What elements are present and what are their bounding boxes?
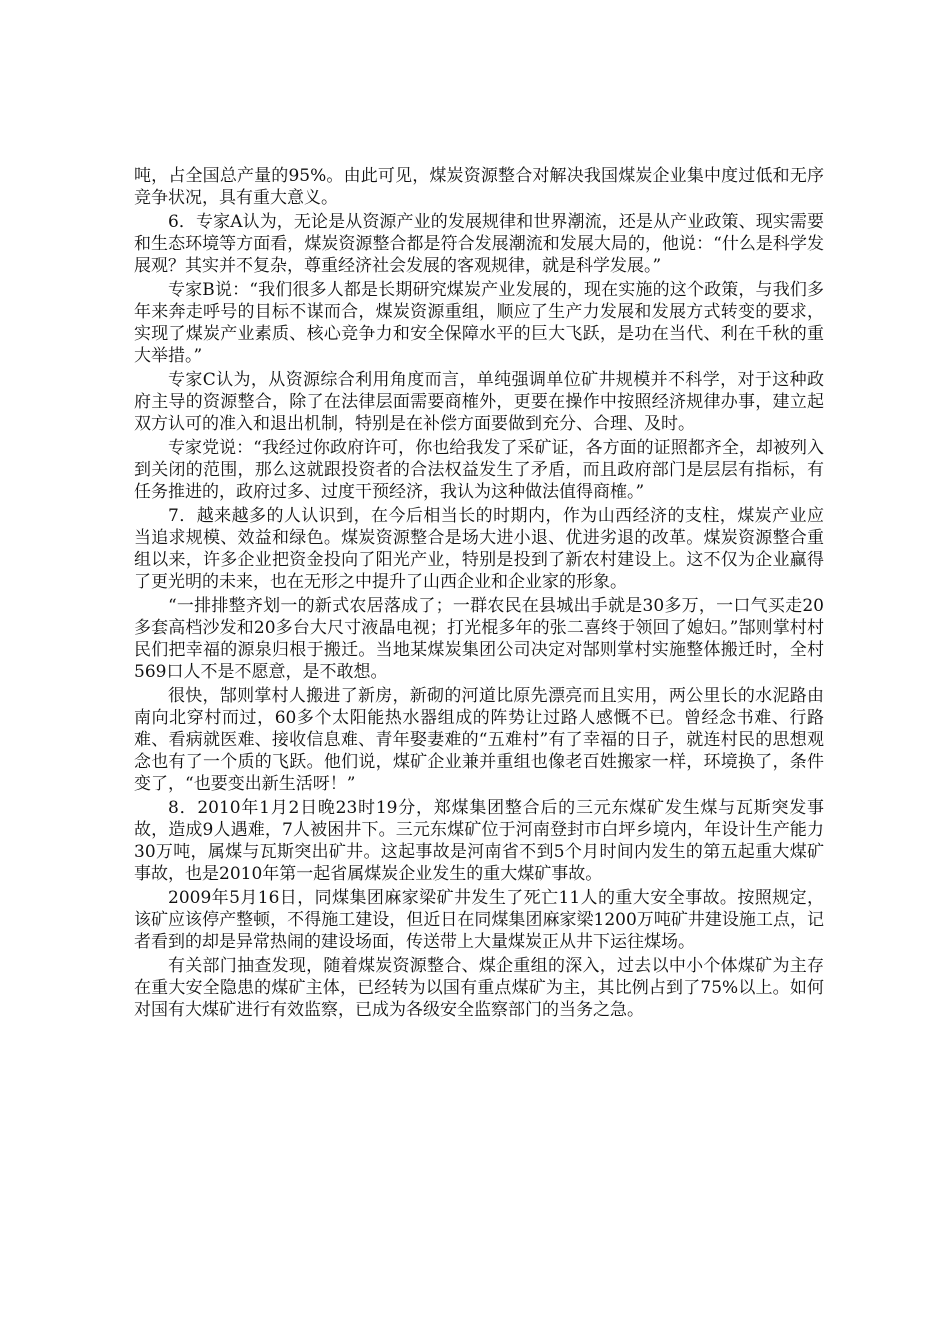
paragraph-supervision: 有关部门抽查发现，随着煤炭资源整合、煤企重组的深入，过去以中小个体煤矿为主存在重大安全隐患的煤矿主体，已经转为以国有重点煤矿为主，其比例占到了75%以上。如何对国有大煤矿进行有效监察，已成为各级安全监察部门的当务之急。 (134, 956, 824, 1020)
paragraph-new-village: 很快，郜则掌村人搬进了新房，新砌的河道比原先漂亮而且实用，两公里长的水泥路由南向北穿村而过，60多个太阳能热水器组成的阵势让过路人感慨不已。曾经念书难、行路难、看病就医难、接收信息难、青年娶妻难的“五难村”有了幸福的日子，就连村民的思想观念也有了一个质的飞跃。他们说，煤矿企业兼并重组也像老百姓搬家一样，环境换了，条件变了，“也要变出新生活呀！” (134, 686, 824, 794)
paragraph-expert-b: 专家B说：“我们很多人都是长期研究煤炭产业发展的，现在实施的这个政策，与我们多年来奔走呼号的目标不谋而合，煤炭资源重组，顺应了生产力发展和发展方式转变的要求，实现了煤炭产业素质、核心竞争力和安全保障水平的巨大飞跃，是功在当代、利在千秋的重大举措。” (134, 280, 824, 366)
paragraph-quote-relocation: “一排排整齐划一的新式农居落成了；一群农民在县城出手就是30多万，一口气买走20多套高档沙发和20多台大尺寸液晶电视；打光棍多年的张二喜终于领回了媳妇。”郜则掌村村民们把幸福的源泉归根于搬迁。当地某煤炭集团公司决定对郜则掌村实施整体搬迁时，全村569口人不是不愿意，是不敢想。 (134, 596, 824, 682)
paragraph-majialiang-accident: 2009年5月16日，同煤集团麻家梁矿井发生了死亡11人的重大安全事故。按照规定，该矿应该停产整顿，不得施工建设，但近日在同煤集团麻家梁1200万吨矿井建设施工点，记者看到的却是异常热闹的建设场面，传送带上大量煤炭正从井下运往煤场。 (134, 888, 824, 952)
paragraph-7: 7．越来越多的人认识到，在今后相当长的时期内，作为山西经济的支柱，煤炭产业应当追求规模、效益和绿色。煤炭资源整合是场大进小退、优进劣退的改革。煤炭资源整合重组以来，许多企业把资金投向了阳光产业，特别是投到了新农村建设上。这不仅为企业赢得了更光明的未来，也在无形之中提升了山西企业和企业家的形象。 (134, 506, 824, 592)
paragraph-6-expert-a: 6．专家A认为，无论是从资源产业的发展规律和世界潮流，还是从产业政策、现实需要和生态环境等方面看，煤炭资源整合都是符合发展潮流和发展大局的，他说：“什么是科学发展观？其实并不复杂，尊重经济社会发展的客观规律，就是科学发展。” (134, 212, 824, 276)
paragraph-continuation: 吨，占全国总产量的95%。由此可见，煤炭资源整合对解决我国煤炭企业集中度过低和无序竞争状况，具有重大意义。 (134, 166, 824, 208)
paragraph-expert-dang: 专家党说：“我经过你政府许可，你也给我发了采矿证，各方面的证照都齐全，却被列入到关闭的范围，那么这就跟投资者的合法权益发生了矛盾，而且政府部门是层层有指标，有任务推进的，政府过多、过度干预经济，我认为这种做法值得商榷。” (134, 438, 824, 502)
paragraph-8: 8．2010年1月2日晚23时19分，郑煤集团整合后的三元东煤矿发生煤与瓦斯突发事故，造成9人遇难，7人被困井下。三元东煤矿位于河南登封市白坪乡境内，年设计生产能力30万吨，属煤与瓦斯突出矿井。这起事故是河南省不到5个月时间内发生的第五起重大煤矿事故，也是2010年第一起省属煤炭企业发生的重大煤矿事故。 (134, 798, 824, 884)
document-body (134, 165, 824, 1023)
paragraph-expert-c: 专家C认为，从资源综合利用角度而言，单纯强调单位矿井规模并不科学，对于这种政府主导的资源整合，除了在法律层面需要商榷外，更要在操作中按照经济规律办事，建立起双方认可的准入和退出机制，特别是在补偿方面要做到充分、合理、及时。 (134, 370, 824, 434)
